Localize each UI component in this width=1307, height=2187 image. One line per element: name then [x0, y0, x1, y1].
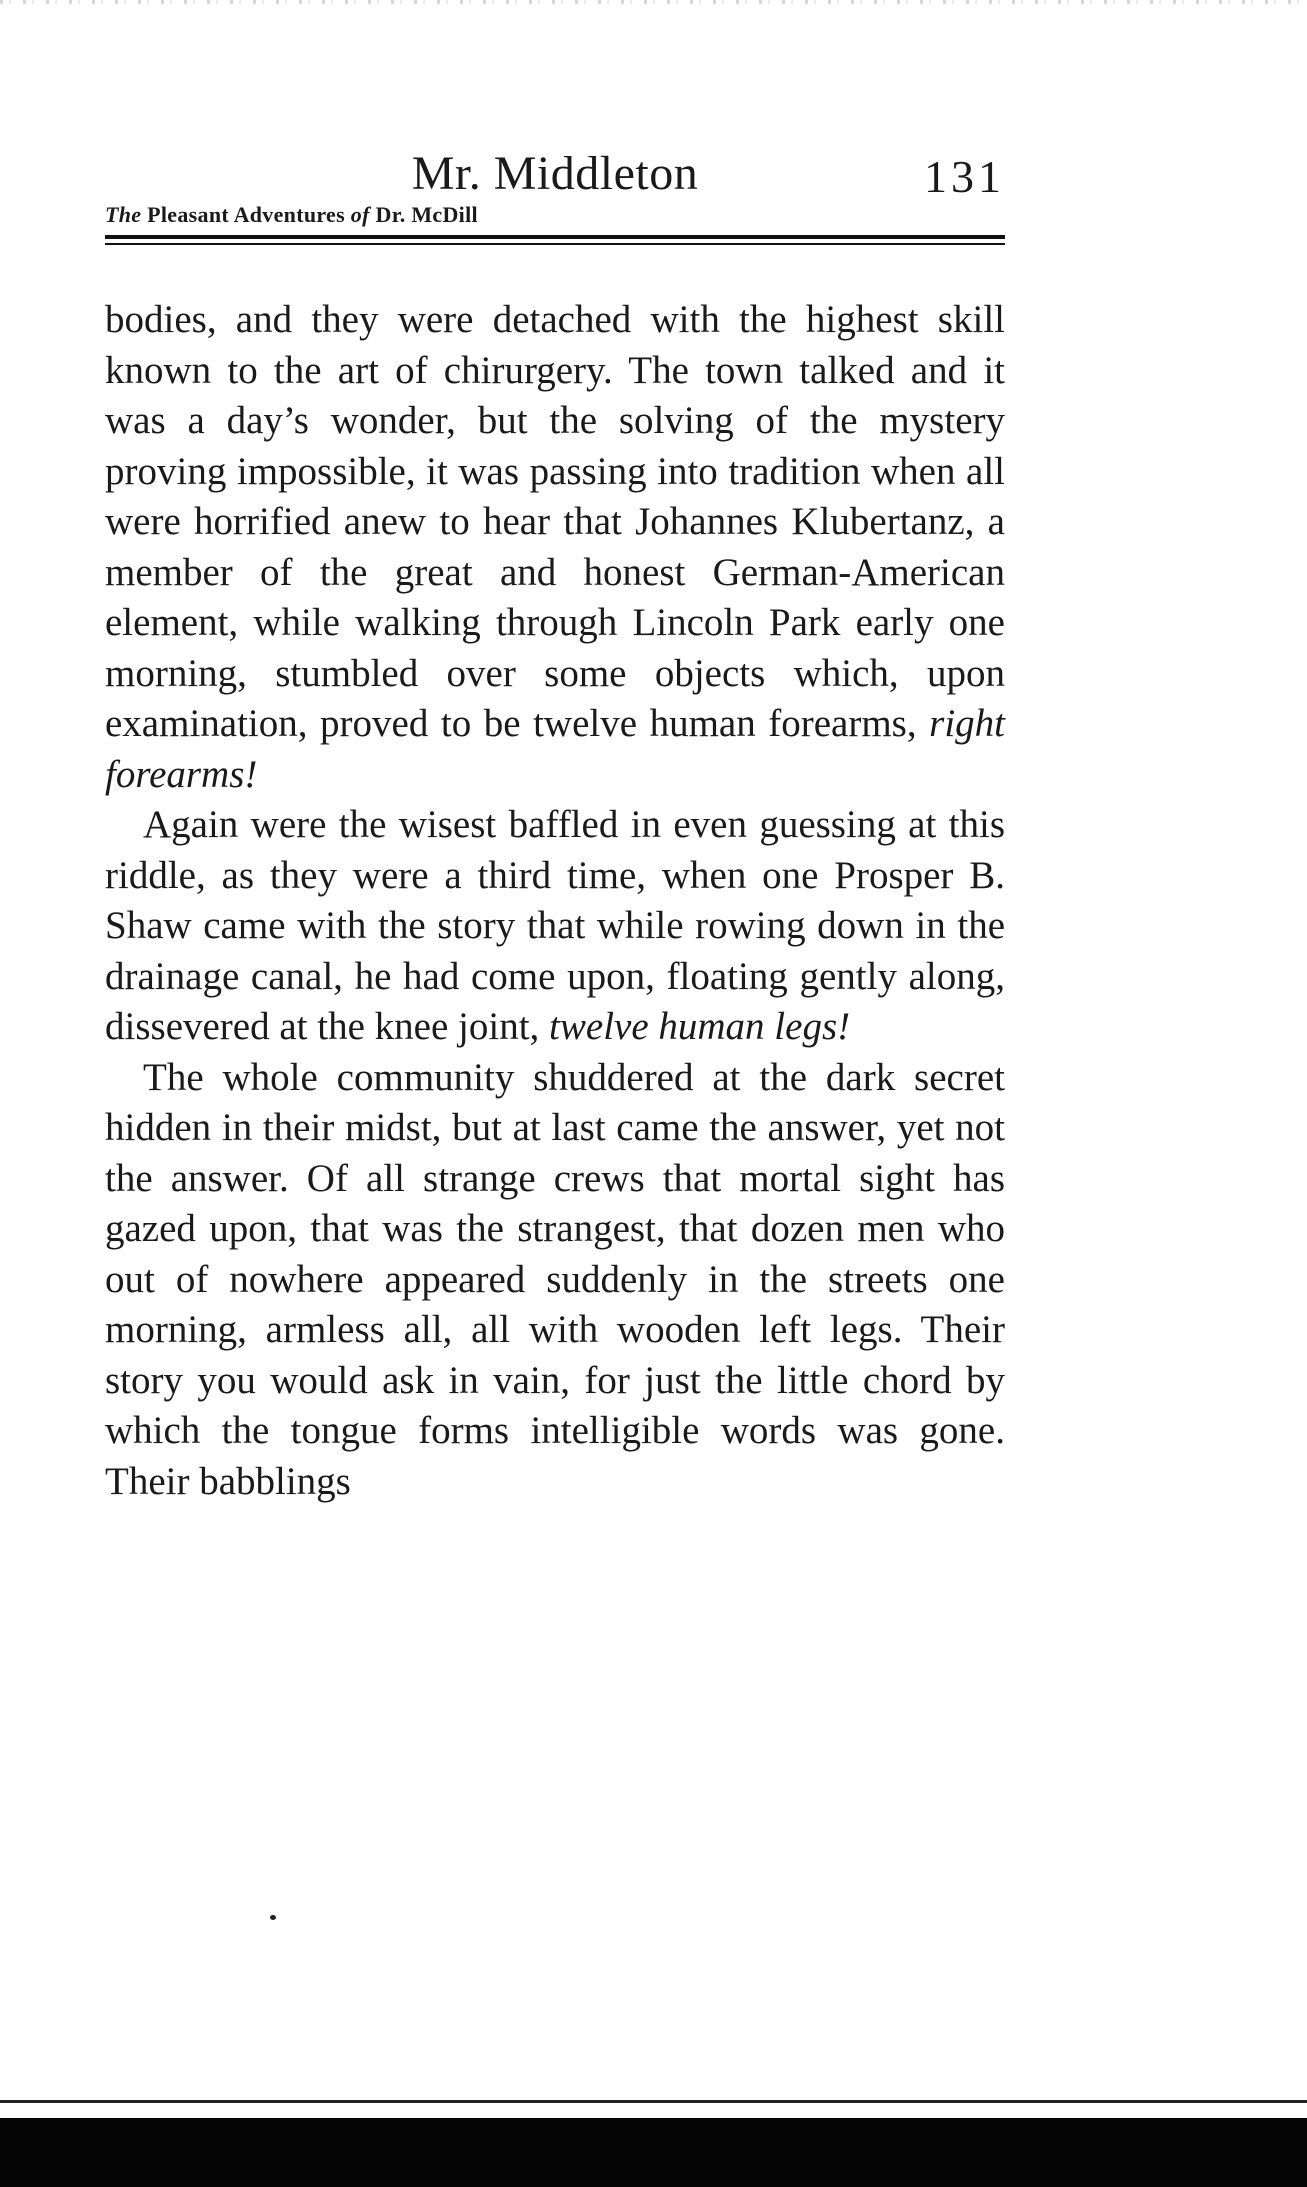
paragraph-1 [105, 295, 1005, 800]
running-head [105, 140, 1005, 250]
header-rule-thick [105, 235, 1005, 239]
paragraph-2 [105, 800, 1005, 1053]
book-subtitle [105, 202, 478, 228]
subtitle-dr-mcdill: Dr. McDill [375, 202, 478, 227]
paragraph-3-text: The whole community shuddered at the dark secret hidden in their midst, but at last came the answer, yet not the answer. Of all strange crews that mortal sight has gazed upon, that was the strangest, that dozen men who out of nowhere appeared suddenly in the streets one morning, armless all, all with wooden left legs. Their story you would ask in vain, for just the little chord by which the tongue forms intelligible words was gone. Their babblings [105, 1055, 1005, 1503]
page-number: 131 [924, 151, 1005, 202]
paragraph-2-emphasis: twelve human legs! [549, 1005, 851, 1048]
subtitle-of: of [350, 202, 370, 227]
body-text [105, 295, 1005, 1507]
subtitle-the: The [105, 202, 142, 227]
paragraph-1-emphasis: right forearms! [105, 702, 1005, 796]
top-edge-speckle [0, 0, 1307, 4]
paragraph-1-text: bodies, and they were detached with the highest skill known to the art of chirurgery. The town talked and it was a day’s wonder, but the solving of the mystery proving impossible, it was passing into tradition when all were horrified anew to hear that Johannes Klubertanz, a member of the great and honest German-American element, while walking through Lincoln Park early one morning, stumbled over some objects which, upon examination, proved to be twelve human forearms, [105, 298, 1005, 745]
ink-smudge [270, 1915, 276, 1920]
book-page [105, 140, 1005, 1503]
paragraph-3 [105, 1053, 1005, 1508]
paragraph-2-text: Again were the wisest baffled in even guessing at this riddle, as they were a third time, when one Prosper B. Shaw came with the story that while rowing down in the drainage canal, he had come upon, floating gently along, dissevered at the knee joint, [105, 803, 1005, 1048]
scan-bottom-line [0, 2100, 1307, 2103]
subtitle-pleasant-adventures: Pleasant Adventures [147, 202, 345, 227]
chapter-title: Mr. Middleton [411, 147, 699, 200]
scan-bottom-edge [0, 2118, 1307, 2187]
header-rule-thin [105, 243, 1005, 245]
